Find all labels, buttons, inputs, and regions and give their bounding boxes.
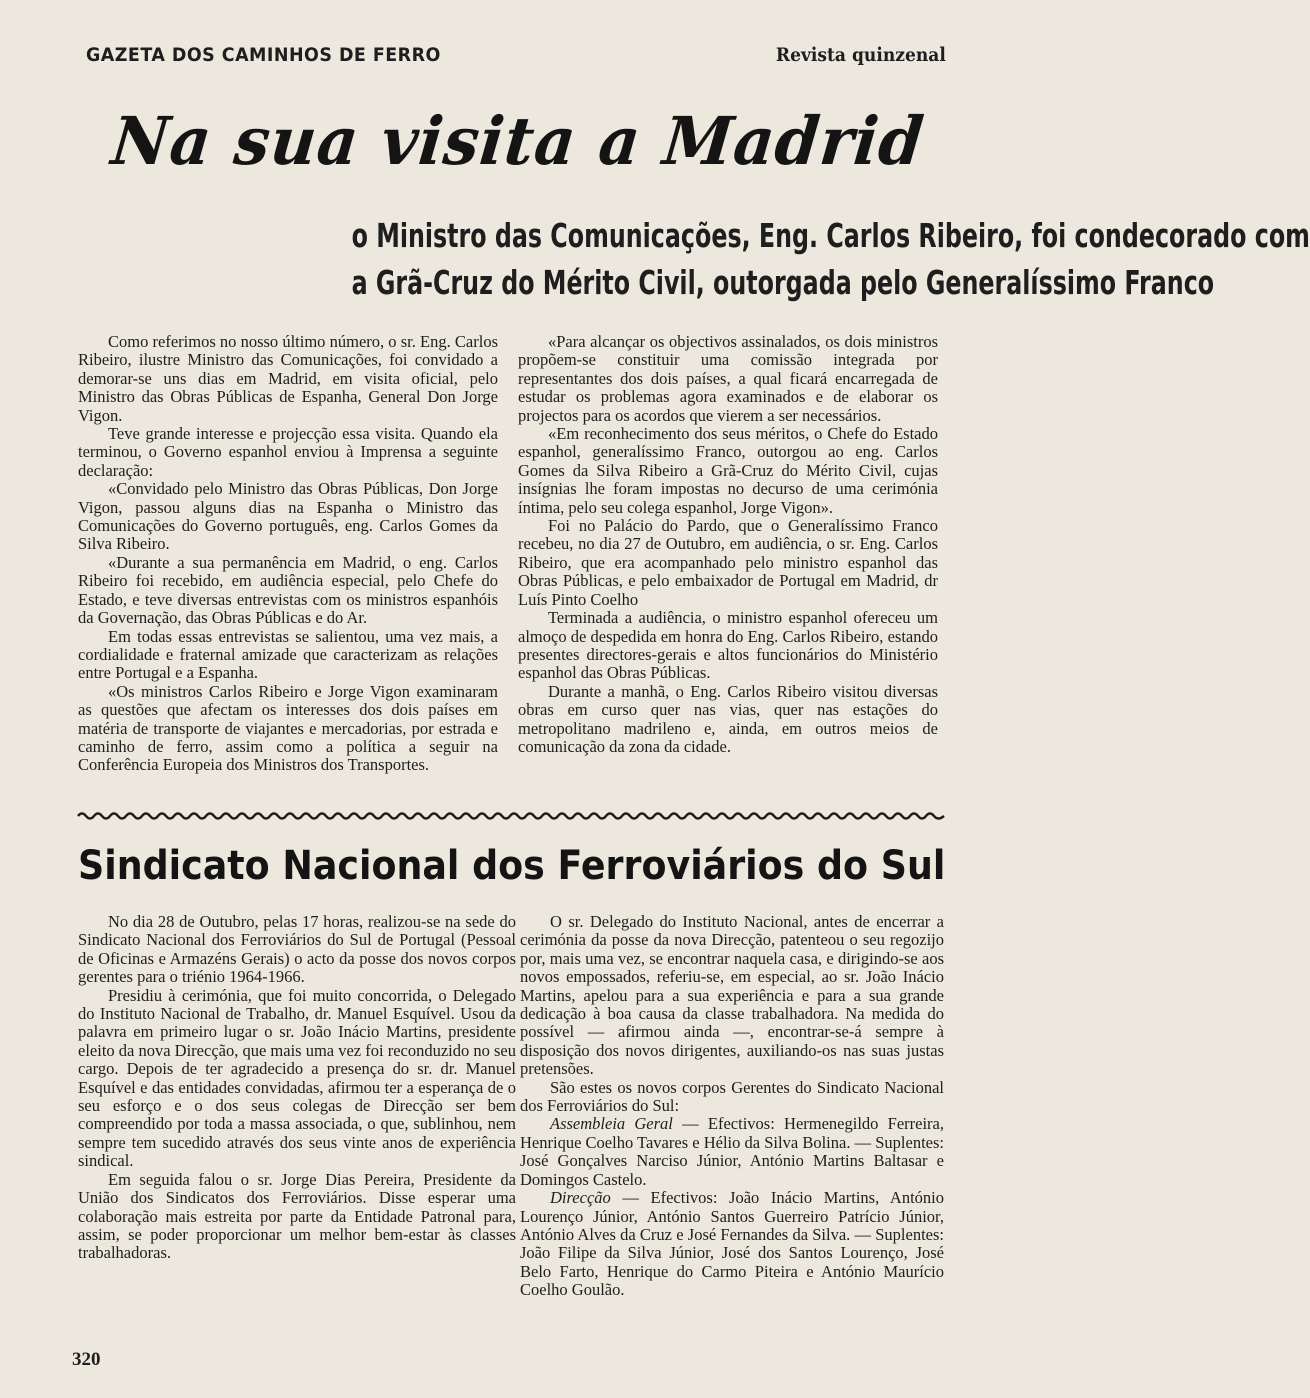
article1-subhead bbox=[351, 212, 1310, 306]
direccao-paragraph bbox=[520, 1189, 944, 1299]
paragraph: «Convidado pelo Ministro das Obras Públicas, Don Jorge Vigon, passou alguns dias na Espanha o Ministro das Comunicações do Governo português, eng. Carlos Gomes da Silva Ribeiro. bbox=[78, 479, 498, 554]
paragraph: Em seguida falou o sr. Jorge Dias Pereira, Presidente da União dos Sindicatos dos Ferroviários. Disse esperar uma colaboração mais estreita por parte da Entidade Patronal para, assim, se poder proporcionar um melhor bem-estar às classes trabalhadoras. bbox=[78, 1169, 516, 1263]
article1-left-column bbox=[78, 333, 498, 775]
paragraph: No dia 28 de Outubro, pelas 17 horas, realizou-se na sede do Sindicato Nacional dos Ferroviários do Sul de Portugal (Pessoal de Oficinas e Armazéns Gerais) o acto da posse dos novos corpos gerentes para o triénio 1964-1966. bbox=[78, 912, 516, 987]
page-number: 320 bbox=[72, 1349, 101, 1370]
paragraph: Como referimos no nosso último número, o sr. Eng. Carlos Ribeiro, ilustre Ministro das Comunicações, foi convidado a demorar-se uns dias em Madrid, em visita oficial, pelo Ministro das Obras Públicas de Espanha, General Don Jorge Vigon. bbox=[78, 332, 498, 425]
article2-headline: Sindicato Nacional dos Ferroviários do Sul bbox=[78, 843, 946, 889]
article1-right-column bbox=[518, 333, 938, 756]
direccao-text: — Efectivos: João Inácio Martins, António Lourenço Júnior, António Santos Guerreiro Patrício Júnior, António Alves da Cruz e José Fernandes da Silva. — Suplentes: João Filipe da Silva Júnior, José dos Santos Lourenço, José Belo Farto, Henrique do Carmo Piteira e António Maurício Coelho Goulão. bbox=[520, 1188, 944, 1300]
article2-right-column bbox=[520, 913, 944, 1300]
paragraph: «Em reconhecimento dos seus méritos, o Chefe do Estado espanhol, generalíssimo Franco, outorgou ao eng. Carlos Gomes da Silva Ribeiro a Grã-Cruz do Mérito Civil, cujas insígnias lhe foram impostas no decurso de uma cerimónia íntima, pelo seu colega espanhol, Jorge Vigon». bbox=[518, 424, 938, 517]
magazine-subtitle: Revista quinzenal bbox=[775, 44, 946, 66]
wavy-divider bbox=[78, 808, 944, 824]
article1-headline: Na sua visita a Madrid bbox=[108, 102, 928, 180]
paragraph: Foi no Palácio do Pardo, que o Generalíssimo Franco recebeu, no dia 27 de Outubro, em audiência, o sr. Eng. Carlos Ribeiro, que era acompanhado pelo ministro espanhol das Obras Públicas, e pelo embaixador de Portugal em Madrid, dr Luís Pinto Coelho bbox=[518, 516, 938, 609]
paragraph: Terminada a audiência, o ministro espanhol ofereceu um almoço de despedida em honra do Eng. Carlos Ribeiro, estando presentes directores-gerais e altos funcionários do Ministério espanhol das Obras Públicas. bbox=[518, 608, 938, 683]
paragraph: São estes os novos corpos Gerentes do Sindicato Nacional dos Ferroviários do Sul: bbox=[520, 1077, 944, 1116]
paragraph: «Para alcançar os objectivos assinalados, os dois ministros propõem-se constituir uma comissão integrada por representantes dos dois países, a qual ficará encarregada de estudar os problemas agora examinados e de elaborar os projectos para os acordos que vierem a ser necessários. bbox=[518, 332, 938, 425]
direccao-label: Direcção bbox=[550, 1188, 611, 1208]
assembleia-label: Assembleia Geral bbox=[550, 1114, 673, 1134]
paragraph: Em todas essas entrevistas se salientou, uma vez mais, a cordialidade e fraternal amizade que caracterizam as relações entre Portugal e a Espanha. bbox=[78, 626, 498, 683]
magazine-title: GAZETA DOS CAMINHOS DE FERRO bbox=[86, 44, 441, 66]
assembleia-text: — Efectivos: Hermenegildo Ferreira, Henrique Coelho Tavares e Hélio da Silva Bolina. — Suplentes: José Gonçalves Narciso Júnior, António Martins Baltasar e Domingos Castelo. bbox=[520, 1114, 944, 1189]
paragraph: Teve grande interesse e projecção essa visita. Quando ela terminou, o Governo espanhol enviou à Imprensa a seguinte declaração: bbox=[78, 424, 498, 480]
assembleia-paragraph bbox=[520, 1115, 944, 1189]
article1-subhead-line2: a Grã-Cruz do Mérito Civil, outorgada pelo Generalíssimo Franco bbox=[351, 263, 1215, 302]
paragraph: O sr. Delegado do Instituto Nacional, antes de encerrar a cerimónia da posse da nova Direcção, patenteou o seu regozijo por, mais uma vez, se encontrar naquela casa, e dirigindo-se aos novos empossados, referiu-se, em especial, ao sr. João Inácio Martins, apelou para a sua experiência e para a sua grande dedicação à boa causa da classe trabalhadora. Na medida do possível — afirmou ainda —, encontrar-se-á sempre à disposição dos novos dirigentes, auxiliando-os nas suas justas pretensões. bbox=[520, 912, 944, 1079]
page-header bbox=[86, 44, 946, 66]
article1-subhead-line1: o Ministro das Comunicações, Eng. Carlos Ribeiro, foi condecorado com bbox=[351, 216, 1310, 255]
article2-left-column bbox=[78, 913, 516, 1263]
paragraph: Presidiu à cerimónia, que foi muito concorrida, o Delegado do Instituto Nacional de Trabalho, dr. Manuel Esquível. Usou da palavra em primeiro lugar o sr. João Inácio Martins, presidente eleito da nova Direcção, que mais uma vez foi reconduzido no seu cargo. Depois de ter agradecido a presença do sr. dr. Manuel Esquível e das entidades convidadas, afirmou ter a esperança de o seu esforço e o dos seus colegas de Direcção ser bem compreendido por toda a massa associada, o que, sublinhou, nem sempre tem sucedido através dos seus vinte anos de experiência sindical. bbox=[78, 985, 516, 1171]
paragraph: «Os ministros Carlos Ribeiro e Jorge Vigon examinaram as questões que afectam os interesses dos dois países em matéria de transporte de viajantes e mercadorias, por estrada e caminho de ferro, assim como a política a seguir na Conferência Europeia dos Ministros dos Transportes. bbox=[78, 681, 498, 775]
paragraph: «Durante a sua permanência em Madrid, o eng. Carlos Ribeiro foi recebido, em audiência especial, pelo Chefe do Estado, e teve diversas entrevistas com os ministros espanhóis da Governação, das Obras Públicas e do Ar. bbox=[78, 552, 498, 628]
paragraph: Durante a manhã, o Eng. Carlos Ribeiro visitou diversas obras em curso quer nas vias, quer nas estações do metropolitano madrileno e, ainda, em outros meios de comunicação da zona da cidade. bbox=[518, 681, 938, 756]
